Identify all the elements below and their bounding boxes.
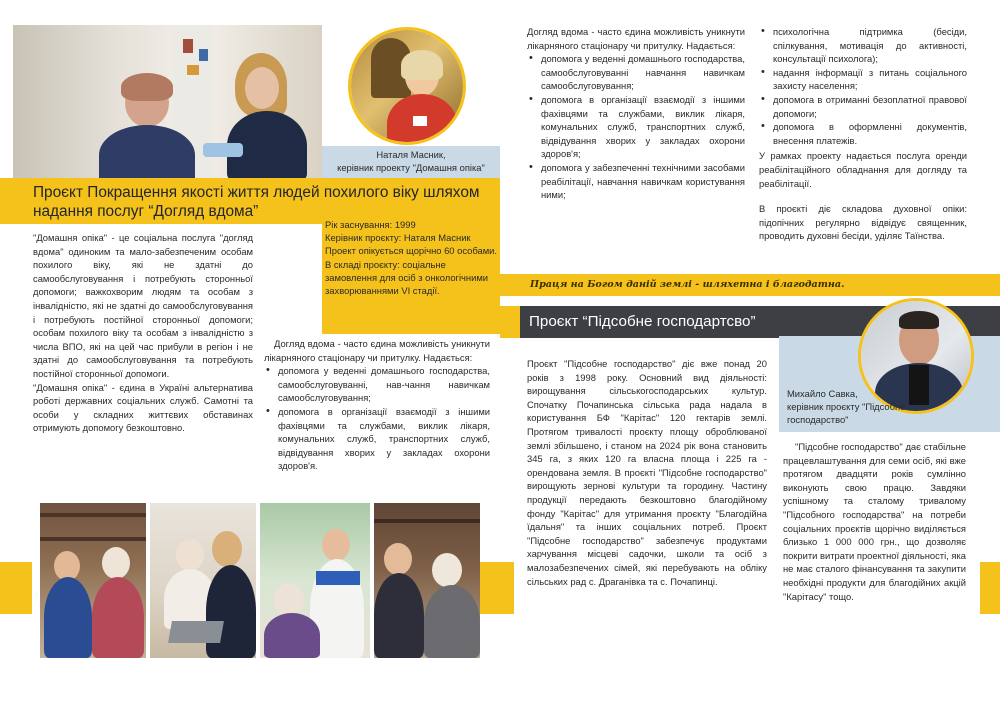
info-year: Рік заснування: 1999 — [325, 219, 416, 230]
list-item: • допомога в організації взаємодії з іншими фахівцями та службами, виклик лікаря, комунальних служб, транспортних служб, відвідування хворих у закладах охорони здоров'я. — [264, 405, 490, 473]
care-list-left — [264, 364, 490, 473]
info-care: Проект опікується щорічно 60 особами. — [325, 245, 497, 257]
project-title-home-care: Проєкт Покращення якості життя людей похилого віку шляхом надання послуг “Догляд вдома” — [33, 184, 480, 220]
list-item: • психологічна підтримка (бесіди, спілкування, мотивація до активності, консультації психолога); — [759, 25, 967, 66]
project-info-text — [325, 218, 497, 297]
farm-paragraph: Проєкт "Підсобне господарство" діє вже понад 20 років з 1998 року. Основний вид діяльності: вирощування сільськогосподарських культур. Спочатку Почапинська сільська рада надала в користування БФ "Карітас" 120 гектарів землі. Протягом тривалості проєкту площу оброблюваної землі збільшено, і станом на 2024 рік вона становить 345 га, з яких 120 га власна площа і 225 га - орендована земля. В проєкті "Підсобне господарство" вирощують зернові культури та городину. Частину продукції передають безкоштовно благодійному фонду "Карітас" для утримання проєкту "Благодійна їдальня" та інших соціальних потреб. Проєкт "Підсобне господарство" забезпечує продуктами харчування місцеві садочки, школи та осіб з малозабезпечених сімей, які перебувають на обліку сільських рад с. Драганівка та с. Почапинці. — [527, 358, 767, 587]
farm-paragraph-2: "Підсобне господарство" дає стабільне працевлаштування для семи осіб, які вже протягом двадцяти років сумлінно виконують свою працю. Завдяки успішному та сталому тривалому "Підсобного господарства" на потреби соціальних проєктів щорічно виділяється близько 1 000 000 грн., що дозволяє покрити витрати проектної діяльності, яка не має сталого фінансування та закупити необхідні продукти для благодійних акцій "Карітасу" тощо. — [783, 441, 966, 602]
farm-text-block — [527, 357, 767, 588]
intro-paragraph: "Домашня опіка" - це соціальна послуга "догляд вдома" одиноким та мало-забезпеченим особам похилого віку, які не здатні до самообслуговування і потребують сторонньої допомоги; важкохворим людям та особам з інвалідністю, які не здатні до самообслуговування і потребують постійної сторонньої допомоги; особам похилого віку та особам з інвалідністю з числа ВПО, які на цей час прибули в регіон і не здатні до самообслуговування та потребують постійної сторонньої допомоги. — [33, 232, 253, 379]
spiritual-paragraph: В проєкті діє складова духовної опіки: підопічних регулярно відвідує священник, проводить духовні бесіди, уділяє Таїнства. — [759, 203, 967, 242]
info-composition: В складі проєкту: соціальне замовлення для осіб з онкологічними захворюваннями VI стадії. — [325, 258, 489, 297]
yellow-accent-right-edge — [980, 562, 1000, 614]
project-title-farm: Проєкт “Підсобне господартсво” — [529, 313, 756, 330]
gallery-photo-2 — [150, 503, 256, 658]
yellow-accent-right-mid — [500, 562, 514, 614]
intro-text-block — [33, 231, 253, 435]
person1-name: Наталя Масник, — [376, 149, 446, 160]
rent-paragraph: У рамках проекту надається послуга оренди реабілітаційного обладнання для догляду та реабілітації. — [759, 150, 967, 189]
gallery-photo-3 — [260, 503, 370, 658]
care-list-right — [527, 52, 745, 202]
care-intro-left: Догляд вдома - часто єдина можливість уникнути лікарняного стаціонару чи притулку. Надається: — [264, 338, 490, 363]
care-text-right — [527, 25, 745, 202]
person2-caption — [787, 387, 907, 426]
list-item: • допомога в отриманні безоплатної правової допомоги; — [759, 93, 967, 120]
care-intro-right: Догляд вдома - часто єдина можливість уникнути лікарняного стаціонару чи притулку. Надається: — [527, 26, 745, 51]
farm-text-block-2 — [783, 440, 966, 603]
motto-text: Праця на Богом даній землі - шляхетна і благодатна. — [530, 279, 845, 290]
person1-caption — [322, 148, 500, 174]
person1-role: керівник проекту "Домашня опіка" — [337, 162, 485, 173]
info-manager: Керівник проєкту: Наталя Масник — [325, 232, 471, 244]
list-item: • допомога в організації взаємодії з іншими фахівцями та службами, виклик лікаря, комунальних служб, транспортних служб, відвідування хворих у закладах охорони здоров'я; — [527, 93, 745, 161]
care-text-right-2 — [759, 25, 967, 243]
yellow-accent-left — [0, 562, 32, 614]
list-item: • допомога у забезпеченні технічними засобами реабілітації, навчання навичкам користування ними; — [527, 161, 745, 202]
list-item: • надання інформації з питань соціального захисту населення; — [759, 66, 967, 93]
natalia-masnyk-portrait — [348, 27, 466, 145]
title-banner-right-accent — [500, 306, 520, 338]
care-text-left — [264, 337, 490, 473]
list-item: • допомога в оформленні документів, внесення платежів. — [759, 120, 967, 147]
care-list-right-2 — [759, 25, 967, 147]
person2-role: керівник проєкту "Підсобне господарство" — [787, 401, 906, 425]
list-item: • допомога у веденні домашнього господарства, самообслуговуванні, нав-чання навичкам самообслуговування; — [264, 364, 490, 405]
list-item: • допомога у веденні домашнього господарства, самообслуговуванні навчання навичкам самообслуговування; — [527, 52, 745, 93]
intro-paragraph: "Домашня опіка" - єдина в Україні альтернатива роботі державних соціальних служб. Самотні та особи у складних життєвих обставинах отримують допомогу безкоштовно. — [33, 381, 253, 434]
caregiver-visit-photo — [13, 25, 322, 178]
gallery-photo-4 — [374, 503, 480, 658]
gallery-photo-1 — [40, 503, 146, 658]
person2-name: Михайло Савка, — [787, 388, 858, 399]
yellow-accent-mid — [480, 562, 500, 614]
